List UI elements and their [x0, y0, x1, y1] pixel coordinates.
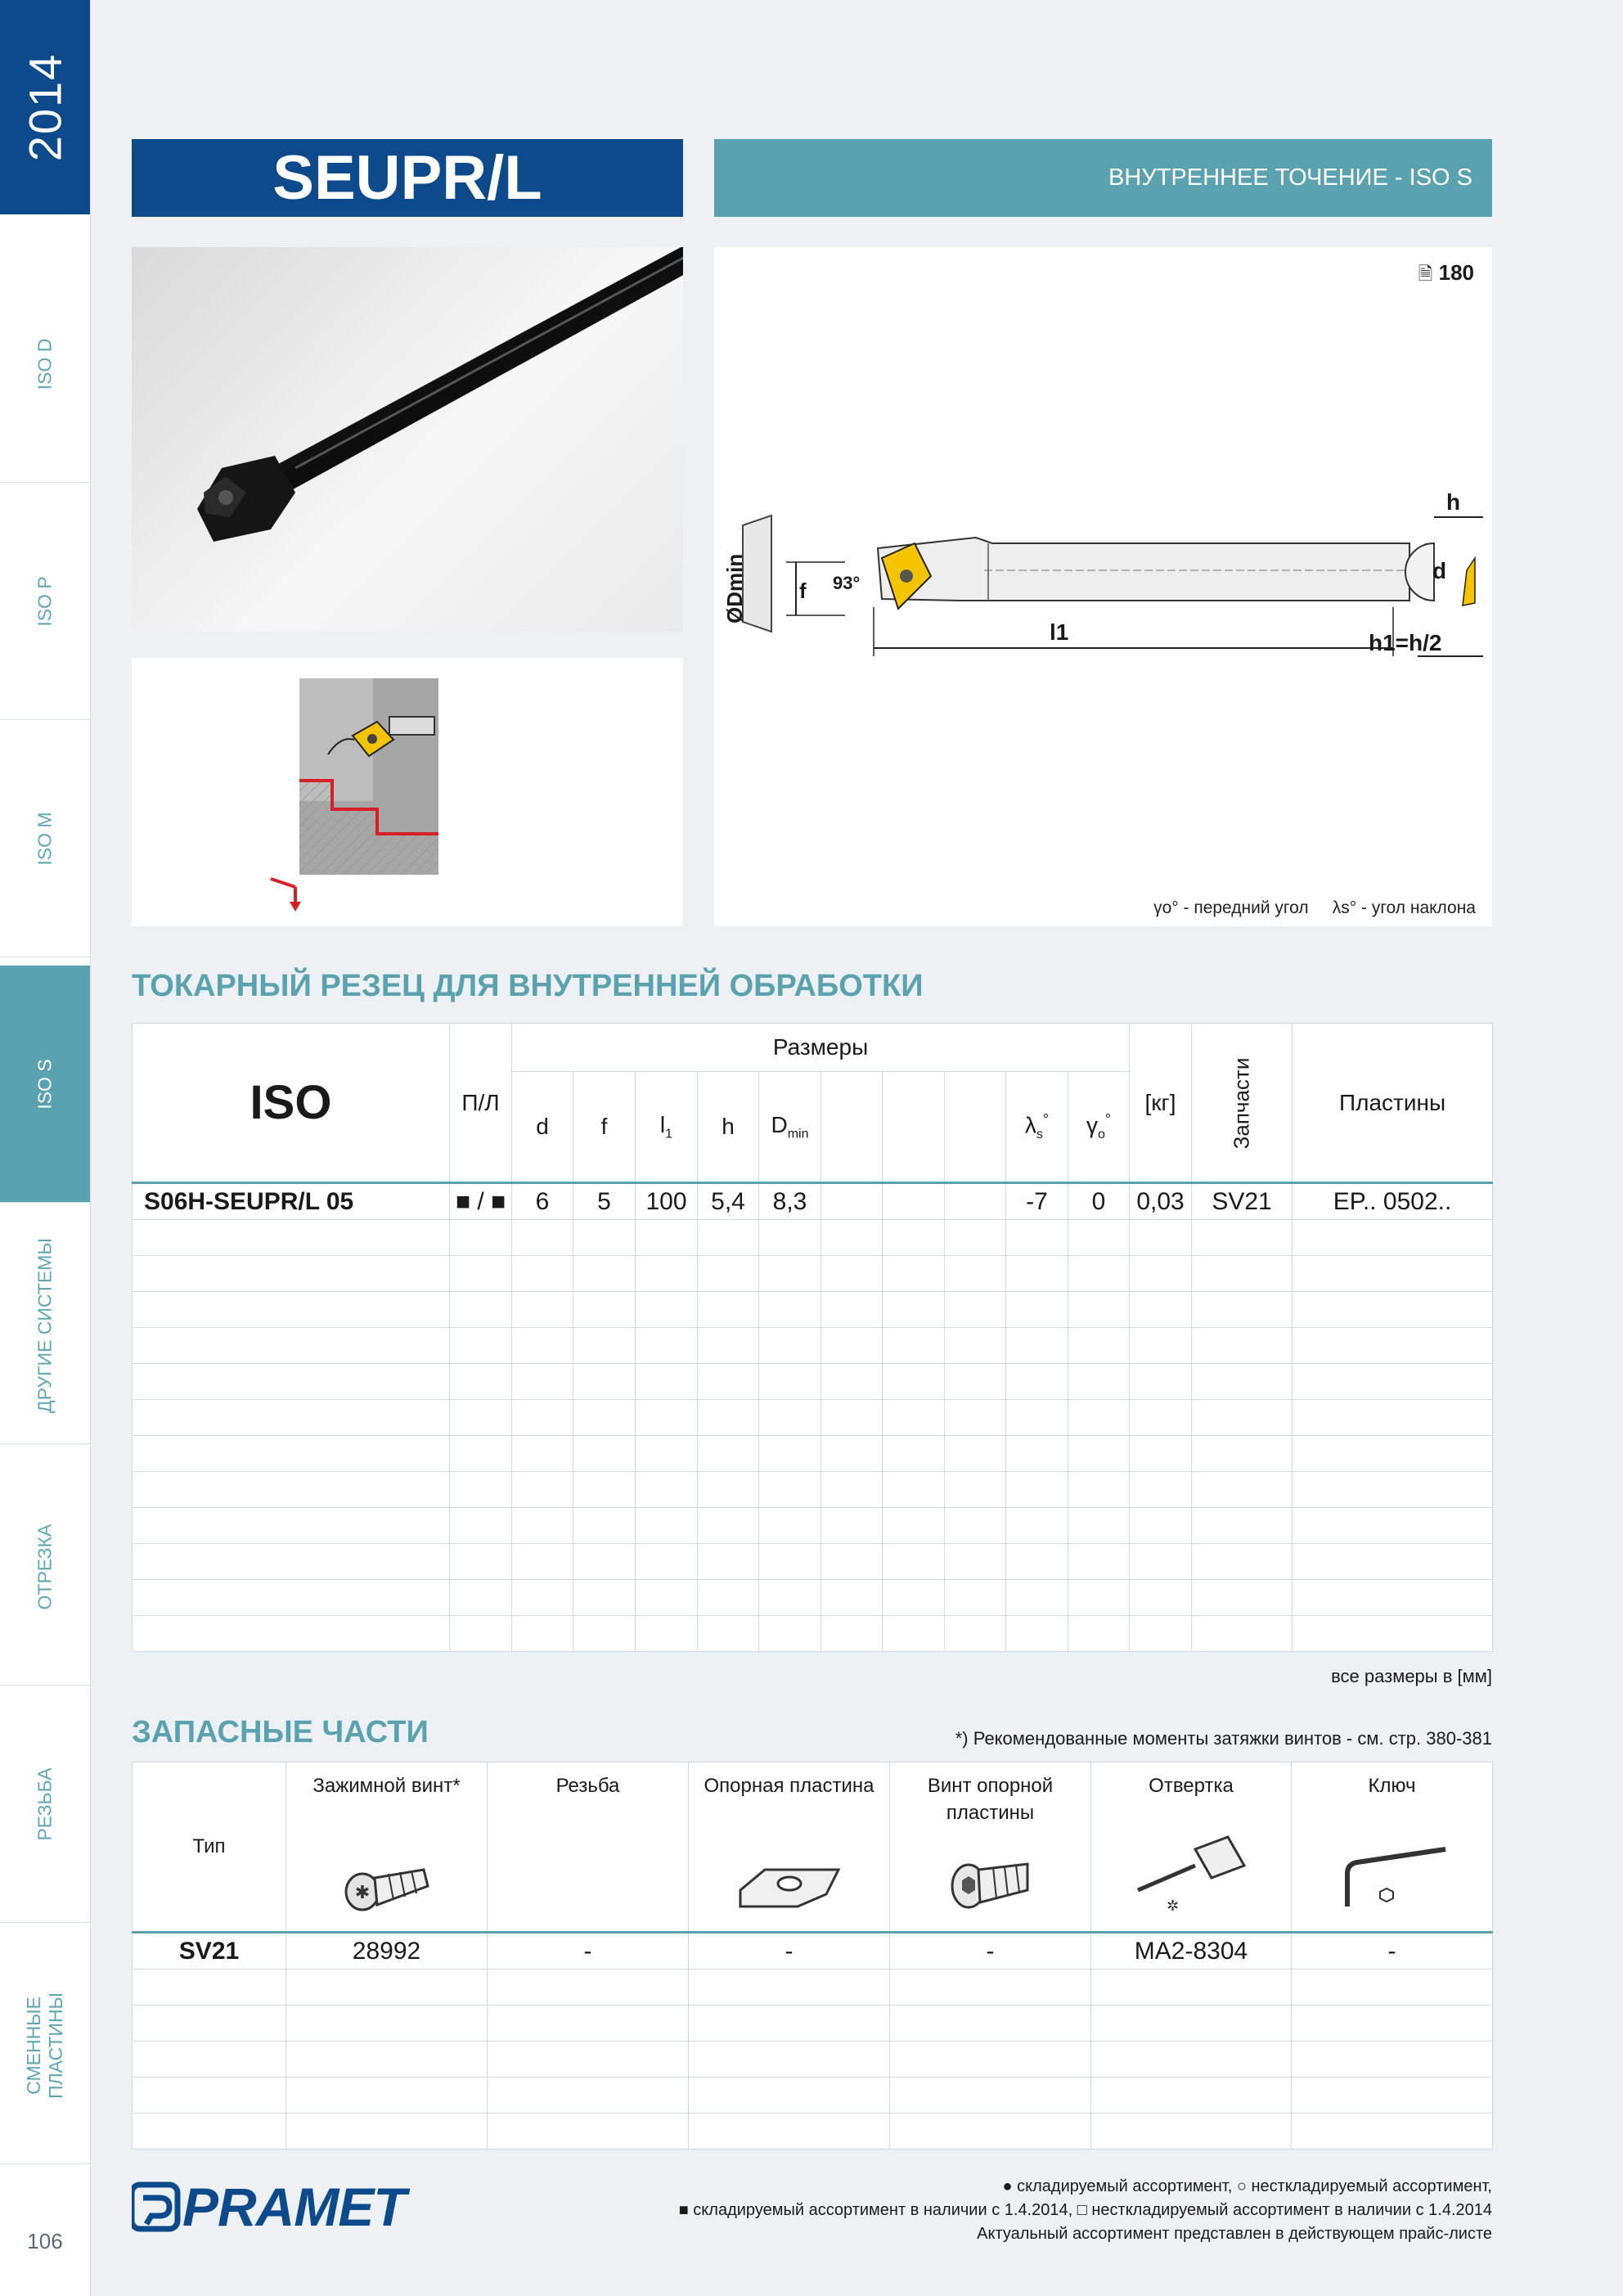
label-h: h	[1446, 489, 1461, 515]
col-empty	[945, 1072, 1006, 1183]
empty-row	[133, 1580, 1493, 1616]
cell-empty	[883, 1183, 945, 1220]
cell-f: 5	[573, 1183, 636, 1220]
sidebar-tab-label: РЕЗЬБА	[34, 1767, 56, 1841]
angle-legend	[1153, 898, 1476, 918]
col-lambda	[1006, 1072, 1068, 1183]
tools-table	[132, 1023, 1493, 1652]
ref-page-number: 180	[1438, 260, 1474, 285]
label-f: f	[799, 579, 807, 603]
empty-row	[133, 1256, 1493, 1292]
col-dmin-sub: min	[787, 1127, 809, 1141]
page-title: SEUPR/L	[132, 139, 683, 217]
empty-row	[133, 1292, 1493, 1328]
col-screwdriver-label: Отвертка	[1149, 1775, 1234, 1797]
sidebar-tab-iso-d[interactable]	[0, 245, 90, 483]
col-l1-label: l	[659, 1111, 666, 1137]
label-h1: h1=h/2	[1369, 630, 1442, 655]
col-gamma	[1068, 1072, 1130, 1183]
col-gamma-sup: °	[1104, 1111, 1112, 1128]
sidebar-tab-iso-p[interactable]	[0, 483, 90, 720]
col-d: d	[512, 1072, 573, 1183]
col-lambda-sub: s	[1036, 1127, 1043, 1141]
label-dmin: ØDmin	[722, 553, 747, 624]
screwdriver-icon	[1130, 1833, 1252, 1915]
col-type	[133, 1763, 286, 1933]
label-l1: l1	[1050, 619, 1069, 645]
col-dmin	[759, 1072, 821, 1183]
sidebar-tab-threading[interactable]	[0, 1686, 90, 1923]
sidebar-tab-label: ISO P	[34, 576, 56, 627]
empty-row	[133, 2114, 1493, 2150]
logo-mark-icon	[132, 2180, 181, 2234]
empty-row	[133, 2042, 1493, 2078]
cell-thread: -	[488, 1933, 689, 1970]
tool-photo	[132, 247, 683, 632]
col-type-label: Тип	[192, 1835, 226, 1857]
legend-line-1: ● складируемый ассортимент, ○ несткладируемый ассортимент,	[1002, 2177, 1492, 2195]
sidebar-tab-label: ISO D	[34, 338, 56, 390]
machining-scheme	[132, 658, 683, 926]
page-number: 106	[27, 2229, 63, 2253]
table-row[interactable]	[133, 1183, 1493, 1220]
cell-key: -	[1292, 1933, 1493, 1970]
empty-row	[133, 1544, 1493, 1580]
col-spares-label: Запчасти	[1229, 1057, 1254, 1149]
empty-row	[133, 1616, 1493, 1652]
year-label: 2014	[19, 52, 71, 162]
cell-dmin: 8,3	[759, 1183, 821, 1220]
sidebar	[0, 0, 91, 2296]
col-clamp-screw	[286, 1763, 488, 1933]
sidebar-tab-inserts[interactable]	[0, 1927, 90, 2164]
legend-line-3: Актуальный ассортимент представлен в действующем прайс-листе	[977, 2225, 1492, 2243]
cell-clamp-screw: 28992	[286, 1933, 488, 1970]
col-pl: П/Л	[450, 1024, 512, 1183]
col-mass: [кг]	[1130, 1024, 1192, 1183]
col-f: f	[573, 1072, 636, 1183]
cell-spares[interactable]: SV21	[1192, 1183, 1293, 1220]
col-key	[1292, 1763, 1493, 1933]
table-row[interactable]	[133, 1933, 1493, 1970]
empty-row	[133, 1220, 1493, 1256]
col-shim-label: Опорная пластина	[704, 1775, 874, 1797]
cell-inserts[interactable]: EP.. 0502..	[1293, 1183, 1493, 1220]
logo-text: PRAMET	[182, 2177, 406, 2237]
units-note: все размеры в [мм]	[1331, 1666, 1492, 1686]
empty-row	[133, 1472, 1493, 1508]
col-inserts: Пластины	[1293, 1024, 1493, 1183]
col-empty	[883, 1072, 945, 1183]
label-d: d	[1432, 558, 1447, 583]
cell-h: 5,4	[698, 1183, 759, 1220]
cell-pl: ■ / ■	[450, 1183, 512, 1220]
shim-plate-icon	[732, 1857, 847, 1915]
spares-section-title: ЗАПАСНЫЕ ЧАСТИ	[132, 1715, 429, 1749]
empty-row	[133, 1400, 1493, 1436]
col-dimensions: Размеры	[512, 1024, 1130, 1072]
page-subtitle: ВНУТРЕННЕЕ ТОЧЕНИЕ - ISO S	[714, 139, 1492, 217]
sidebar-tab-iso-s[interactable]	[0, 966, 90, 1203]
sidebar-tab-parting[interactable]	[0, 1448, 90, 1686]
col-gamma-label: γ	[1086, 1112, 1098, 1138]
cell-mass: 0,03	[1130, 1183, 1192, 1220]
technical-drawing	[714, 247, 1492, 926]
col-lambda-label: λ	[1024, 1112, 1036, 1138]
empty-row	[133, 1328, 1493, 1364]
legend-gamma: γo° - передний угол	[1153, 898, 1309, 917]
cell-gamma: 0	[1068, 1183, 1130, 1220]
col-dmin-label: D	[771, 1111, 788, 1137]
col-clamp-screw-label: Зажимной винт*	[312, 1775, 461, 1797]
col-shim-screw-label: Винт опорной пластины	[927, 1775, 1054, 1824]
cell-l1: 100	[636, 1183, 698, 1220]
hex-key-icon	[1331, 1841, 1454, 1915]
col-gamma-sub: o	[1097, 1127, 1105, 1141]
svg-text:✱: ✱	[354, 1882, 370, 1902]
sidebar-tab-label: ОТРЕЗКА	[34, 1524, 56, 1610]
cell-type: SV21	[133, 1933, 286, 1970]
spares-table	[132, 1762, 1493, 2150]
label-angle: 93°	[833, 573, 861, 593]
col-l1	[636, 1072, 698, 1183]
col-screwdriver	[1091, 1763, 1292, 1933]
pramet-logo[interactable]	[132, 2177, 406, 2237]
cell-lambda: -7	[1006, 1183, 1068, 1220]
empty-row	[133, 1970, 1493, 2006]
machining-scheme-image	[132, 658, 683, 926]
availability-legend	[679, 2175, 1492, 2246]
col-spares	[1192, 1024, 1293, 1183]
torque-note[interactable]: *) Рекомендованные моменты затяжки винтов - см. стр. 380-381	[955, 1728, 1492, 1749]
tool-code: S06H-SEUPR/L 05	[133, 1183, 450, 1220]
cell-shim: -	[689, 1933, 890, 1970]
boring-bar-drawing	[714, 247, 1492, 926]
document-icon: 🗎	[1418, 263, 1433, 284]
col-key-label: Ключ	[1368, 1775, 1416, 1797]
col-iso: ISO	[133, 1024, 450, 1183]
col-empty	[821, 1072, 883, 1183]
col-l1-sub: 1	[665, 1127, 673, 1141]
empty-row	[133, 1436, 1493, 1472]
col-shim	[689, 1763, 890, 1933]
cell-empty	[945, 1183, 1006, 1220]
main-section-title: ТОКАРНЫЙ РЕЗЕЦ ДЛЯ ВНУТРЕННЕЙ ОБРАБОТКИ	[132, 969, 924, 1003]
legend-line-2: ■ складируемый ассортимент в наличии с 1.4.2014, □ несткладируемый ассортимент в наличии с 1.4.2014	[678, 2201, 1492, 2219]
svg-text:✲: ✲	[1167, 1898, 1180, 1914]
sidebar-tab-label: ISO M	[34, 812, 56, 866]
sidebar-tab-label: ISO S	[34, 1059, 56, 1110]
clamp-screw-icon	[338, 1857, 436, 1915]
col-thread	[488, 1763, 689, 1933]
col-shim-screw	[890, 1763, 1091, 1933]
sidebar-tab-other-systems[interactable]	[0, 1207, 90, 1444]
empty-row	[133, 2078, 1493, 2114]
cell-empty	[821, 1183, 883, 1220]
sidebar-tab-label: ДРУГИЕ СИСТЕМЫ	[34, 1238, 56, 1413]
col-lambda-sup: °	[1042, 1111, 1050, 1128]
legend-lambda: λs° - угол наклона	[1332, 898, 1476, 917]
shim-screw-icon	[946, 1849, 1036, 1915]
empty-row	[133, 1508, 1493, 1544]
sidebar-tab-label: СМЕННЫЕ ПЛАСТИНЫ	[23, 1992, 66, 2099]
sidebar-tab-iso-m[interactable]	[0, 720, 90, 957]
cell-screwdriver: MA2-8304	[1091, 1933, 1292, 1970]
empty-row	[133, 1364, 1493, 1400]
col-thread-label: Резьба	[555, 1775, 620, 1797]
cell-d: 6	[512, 1183, 573, 1220]
year-tab[interactable]	[0, 0, 90, 214]
empty-row	[133, 2006, 1493, 2042]
cell-shim-screw: -	[890, 1933, 1091, 1970]
col-h: h	[698, 1072, 759, 1183]
boring-bar-photo-image	[132, 247, 683, 632]
